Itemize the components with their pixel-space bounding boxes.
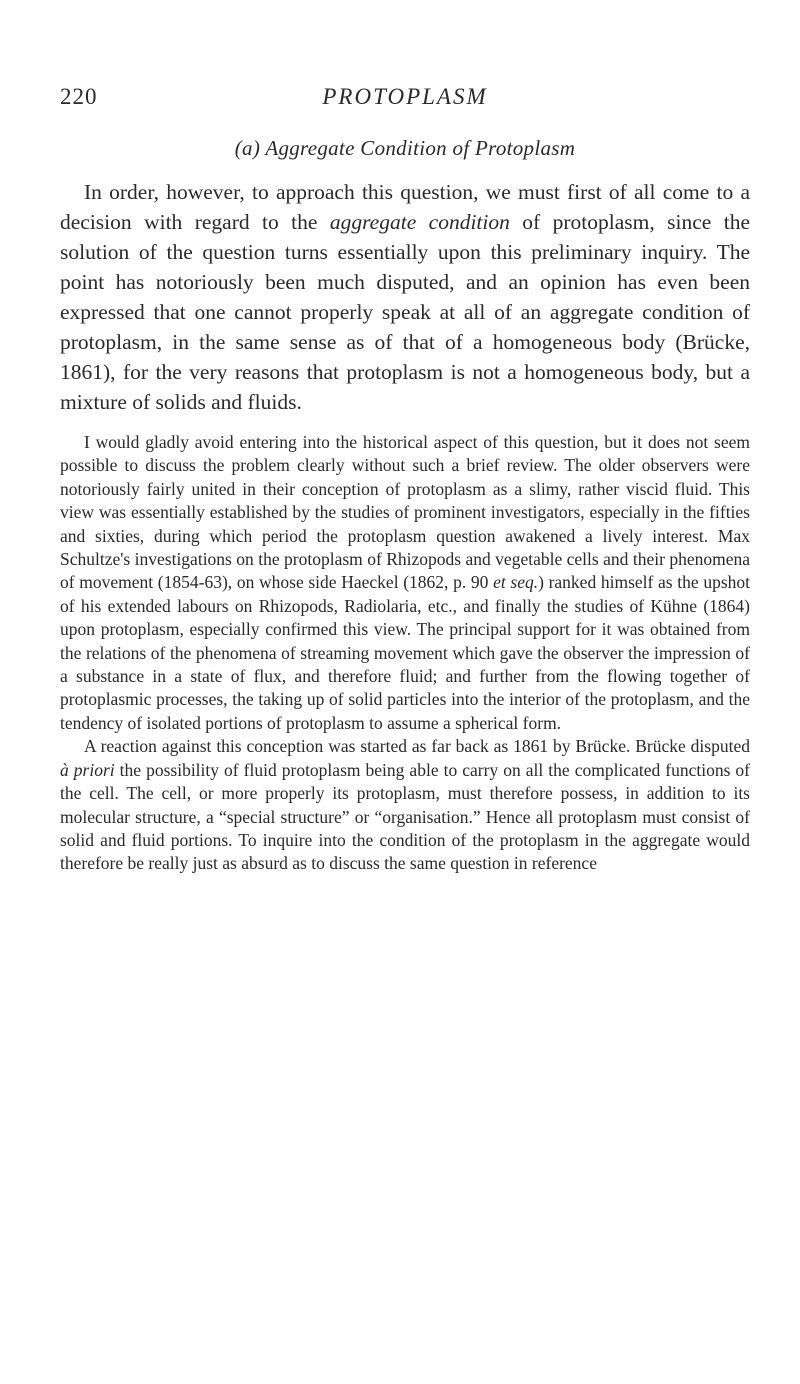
section-label: (a) [234, 136, 261, 160]
paragraph-3-text-b: the possibility of fluid protoplasm being able to carry on all the complicated functions of the cell. The cell, or more properly its protoplasm, must therefore possess, in addition to its molecular structure, a “special structure” or “organisation.” Hence all protoplasm must consist of solid and fluid portions. To inquire into the condition of the protoplasm in the aggregate would therefore be really just as absurd as to discuss the same question in reference [60, 759, 750, 874]
paragraph-2-text-b: ) ranked himself as the upshot of his extended labours on Rhizopods, Radiolaria, etc., and finally the studies of Kühne (1864) upon protoplasm, especially confirmed this view. The principal support for it was obtained from the relations of the phenomena of streaming movement which gave the observer the impression of a substance in a state of flux, and therefore fluid; and further from the flowing together of protoplasmic processes, the taking up of solid particles into the interior of the protoplasm, and the tendency of isolated portions of protoplasm to assume a spherical form. [60, 572, 751, 733]
page-number: 220 [60, 84, 98, 109]
paragraph-2 [60, 431, 750, 735]
paragraph-3 [60, 735, 750, 875]
paragraph-3-emphasis: à priori [60, 759, 115, 780]
section-heading [60, 136, 750, 161]
running-head: PROTOPLASM [322, 84, 488, 109]
paragraph-3-text-a: A reaction against this conception was started as far back as 1861 by Brücke. Brücke disputed [84, 736, 750, 757]
paragraph-2-text-a: I would gladly avoid entering into the historical aspect of this question, but it does not seem possible to discuss the problem clearly without such a brief review. The older observers were notoriously fairly united in their conception of protoplasm as a slimy, rather viscid fluid. This view was essentially established by the studies of prominent investigators, especially in the fifties and sixties, during which period the protoplasm question awakened a lively interest. Max Schultze's investigations on the protoplasm of Rhizopods and vegetable cells and their phenomena of movement (1854-63), on whose side Haeckel (1862, p. 90 [60, 432, 750, 593]
book-page [60, 0, 750, 1384]
paragraph-2-emphasis: et seq. [493, 572, 539, 593]
paragraph-1-emphasis: aggregate condition [329, 210, 510, 234]
section-title: Aggregate Condition of Protoplasm [265, 136, 576, 160]
paragraph-1 [60, 177, 750, 417]
paragraph-1-text-b: of protoplasm, since the solution of the question turns essentially upon this preliminary inquiry. The point has notoriously been much disputed, and an opinion has even been expressed that one cannot properly speak at all of an aggregate condition of protoplasm, in the same sense as of that of a homogeneous body (Brücke, 1861), for the very reasons that protoplasm is not a homogeneous body, but a mixture of solids and fluids. [60, 210, 751, 414]
page-header [60, 84, 750, 124]
paragraph-1-text-a: In order, however, to approach this question, we must first of all come to a decision with regard to the [60, 180, 750, 234]
